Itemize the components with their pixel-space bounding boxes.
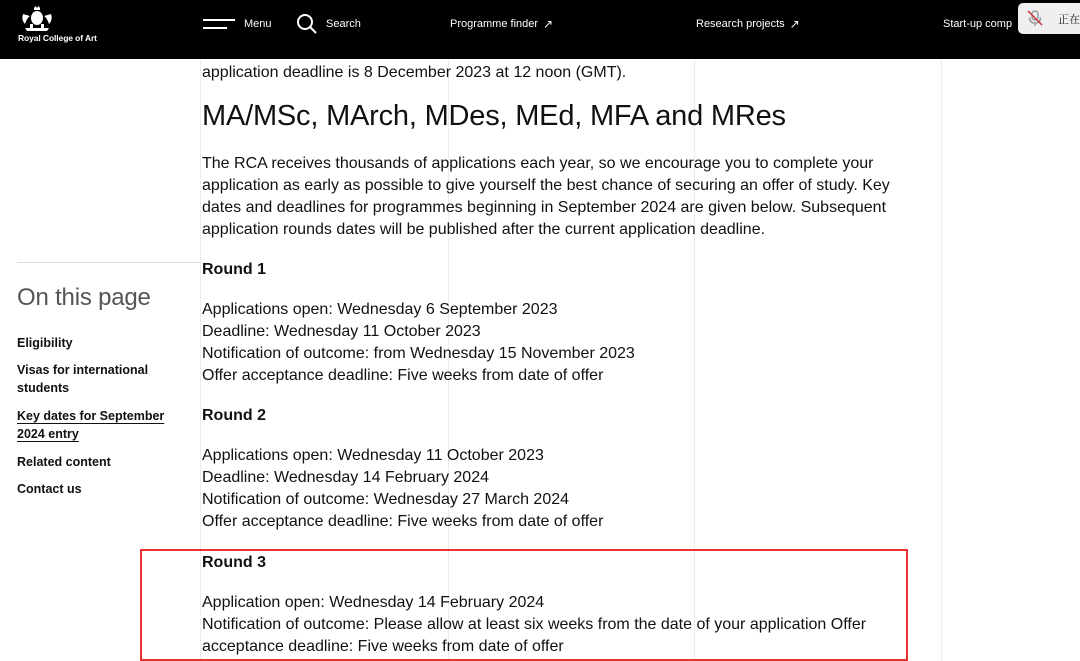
sidebar-link-related-content[interactable]: Related content xyxy=(17,455,111,469)
round-2-notification: Notification of outcome: Wednesday 27 March 2024 xyxy=(202,491,570,508)
round-2-deadline: Deadline: Wednesday 14 February 2024 xyxy=(202,469,489,486)
sidebar-link-visas[interactable]: Visas for international students xyxy=(17,363,149,395)
search-button[interactable] xyxy=(296,0,361,47)
programme-finder-link[interactable] xyxy=(450,0,553,47)
menu-label: Menu xyxy=(244,17,272,30)
round-1-deadline: Deadline: Wednesday 11 October 2023 xyxy=(202,323,481,340)
round-2-applications-open: Applications open: Wednesday 11 October 2023 xyxy=(202,447,544,464)
round-3-title: Round 3 xyxy=(202,554,266,571)
hamburger-icon xyxy=(203,17,235,31)
sidebar-divider xyxy=(17,262,200,263)
intro-paragraph: The RCA receives thousands of applications each year, so we encourage you to complete your application as early as possible to give yourself the best chance of securing an offer of study. Key dates and deadlines for programmes beginning in September 2024 are given below. Subsequent application rounds dates will be published after the current application deadline. xyxy=(202,155,890,238)
sidebar-link-key-dates[interactable]: Key dates for September 2024 entry xyxy=(17,409,165,441)
extension-status-text: 正在 xyxy=(1058,14,1080,26)
search-label: Search xyxy=(326,17,361,30)
round-3-application-open: Application open: Wednesday 14 February 2024 xyxy=(202,594,545,611)
sidebar-link-eligibility[interactable]: Eligibility xyxy=(17,336,73,350)
deadline-text: application deadline is 8 December 2023 at 12 noon (GMT). xyxy=(202,64,627,81)
logo-wordmark: Royal College of Art xyxy=(18,33,97,43)
research-projects-link[interactable] xyxy=(696,0,800,47)
startup-label: Start-up comp xyxy=(943,17,1013,30)
external-arrow-icon: ↗ xyxy=(789,16,800,31)
royal-crest-icon xyxy=(19,6,55,34)
round-1-dates xyxy=(202,299,635,387)
sidebar-link-contact-us[interactable]: Contact us xyxy=(17,482,82,496)
external-arrow-icon: ↗ xyxy=(543,16,554,31)
round-2-offer-acceptance: Offer acceptance deadline: Five weeks from date of offer xyxy=(202,513,604,530)
rca-logo[interactable] xyxy=(18,6,102,46)
top-navigation-bar xyxy=(0,0,1080,59)
search-icon xyxy=(296,13,318,35)
muted-microphone-icon xyxy=(1026,9,1044,27)
round-2-dates xyxy=(202,445,603,533)
startup-link[interactable] xyxy=(943,0,1012,47)
grid-guide xyxy=(941,59,942,661)
round-1-offer-acceptance: Offer acceptance deadline: Five weeks from date of offer xyxy=(202,367,604,384)
round-1-title: Round 1 xyxy=(202,261,266,278)
programme-finder-label: Programme finder xyxy=(450,17,539,30)
menu-button[interactable] xyxy=(203,0,272,47)
round-1-notification: Notification of outcome: from Wednesday 15 November 2023 xyxy=(202,345,635,362)
on-this-page-heading: On this page xyxy=(17,284,151,311)
round-3-notification: Notification of outcome: Please allow at least six weeks from the date of your application Offer acceptance deadline: Five weeks from date of offer xyxy=(202,616,867,655)
round-3-highlight-box xyxy=(140,549,908,661)
round-2-title: Round 2 xyxy=(202,407,266,424)
section-heading: MA/MSc, MArch, MDes, MEd, MFA and MRes xyxy=(202,100,786,132)
extension-widget[interactable] xyxy=(1018,3,1080,34)
round-1-applications-open: Applications open: Wednesday 6 September 2023 xyxy=(202,301,558,318)
research-projects-label: Research projects xyxy=(696,17,785,30)
